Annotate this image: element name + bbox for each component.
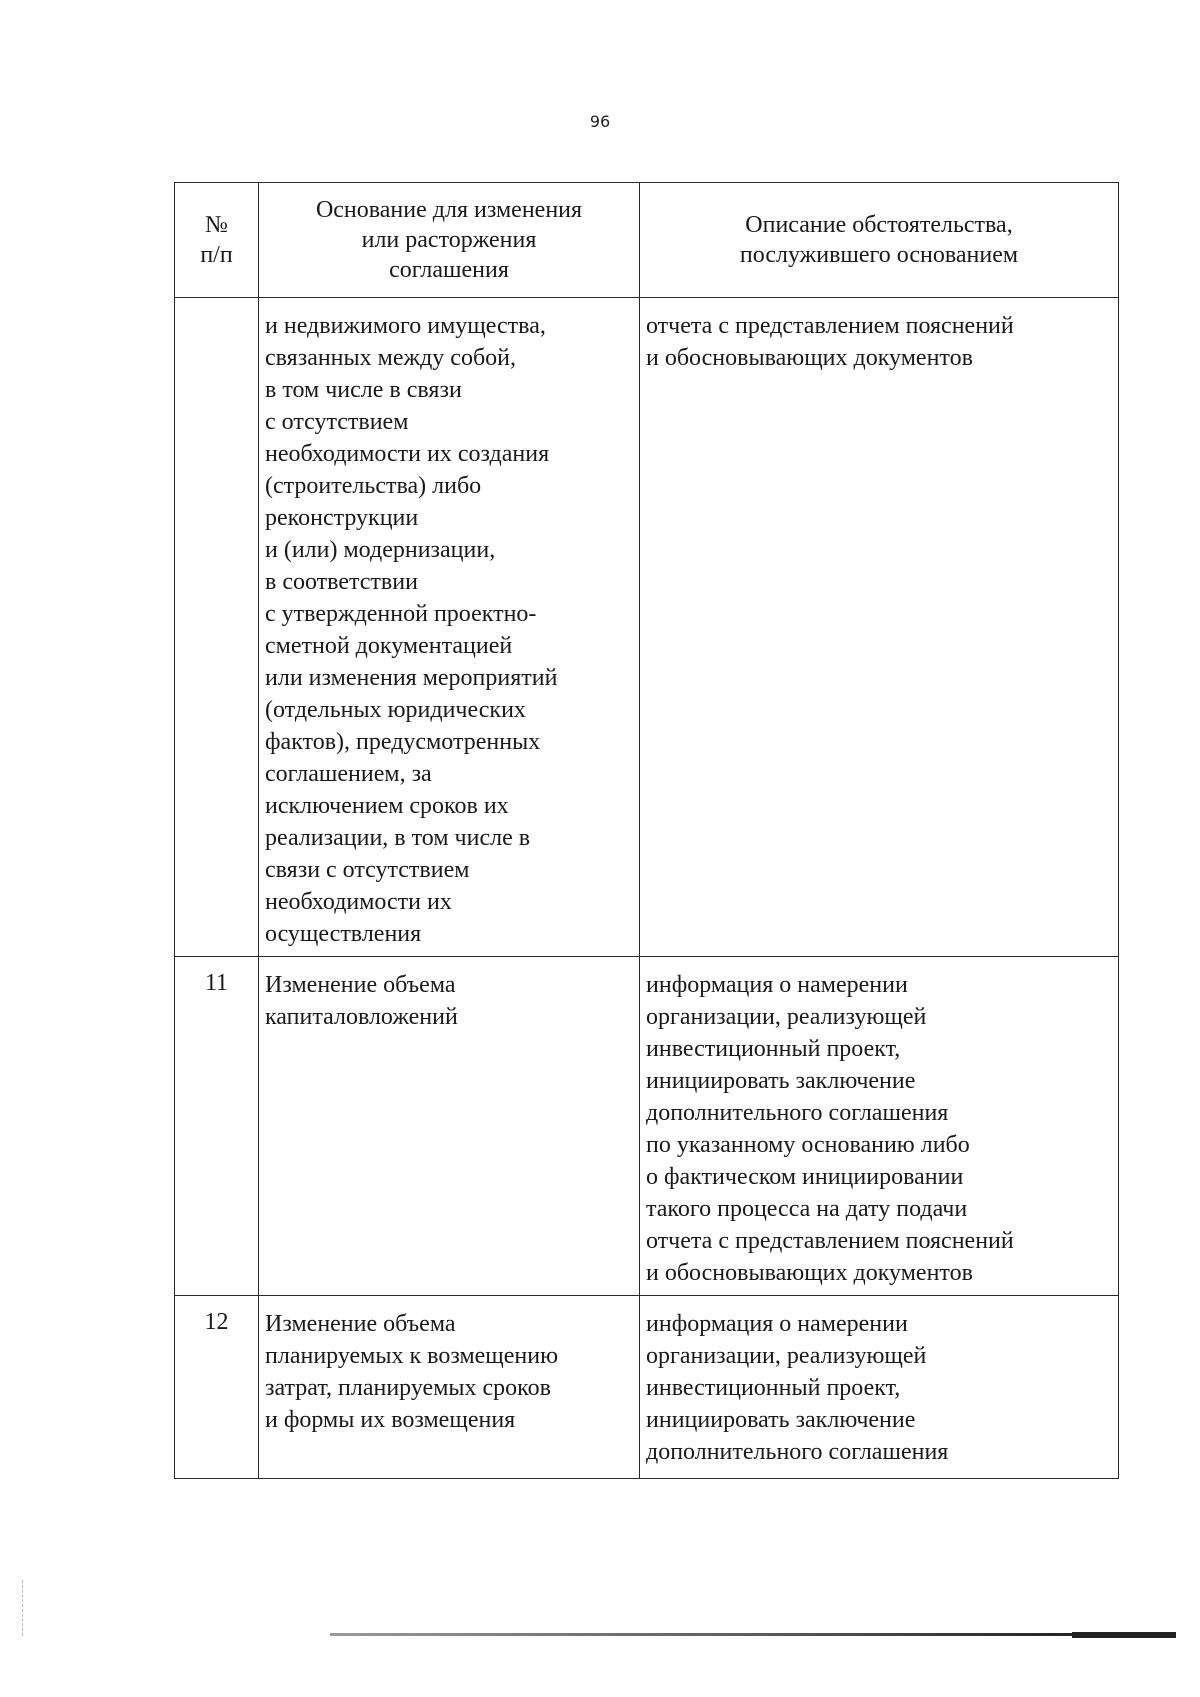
description-text: информация о намерении организации, реализующей инвестиционный проект, инициировать заключение дополнительного соглашения (646, 1311, 949, 1465)
scan-edge-line (330, 1633, 1176, 1636)
description-cell (640, 1296, 1119, 1479)
header-description-label: Описание обстоятельства, послужившего основанием (739, 212, 1019, 268)
row-number-cell (175, 1296, 259, 1479)
header-basis (259, 183, 640, 298)
basis-text: Изменение объема планируемых к возмещению затрат, планируемых сроков и формы их возмещения (265, 1311, 559, 1433)
row-number (175, 298, 258, 308)
table-row (175, 298, 1119, 957)
table-row (175, 1296, 1119, 1479)
header-basis-label: Основание для изменения или расторжения соглашения (315, 197, 583, 283)
agreement-changes-table (174, 182, 1119, 1479)
description-cell (640, 298, 1119, 957)
description-text: информация о намерении организации, реализующей инвестиционный проект, инициировать заключение дополнительного соглашения по указанному основанию либо о фактическом инициировании такого процесса на дату подачи отчета с представлением пояснений и обосновывающих документов (646, 972, 1014, 1286)
scan-edge-line-thick (1072, 1632, 1176, 1638)
table-row (175, 957, 1119, 1296)
basis-text: и недвижимого имущества, связанных между собой, в том числе в связи с отсутствием необходимости их создания (строительства) либо реконструкции и (или) модернизации, в соответствии с утвержденной проектно- сметной документацией или изменения мероприятий (отдельных юридических фактов), предусмотренных соглашением, за исключением сроков их реализации, в том числе в связи с отсутствием необходимости их осуществления (265, 313, 558, 947)
basis-cell (259, 298, 640, 957)
row-number: 11 (204, 970, 229, 996)
description-cell (640, 957, 1119, 1296)
header-description (640, 183, 1119, 298)
basis-cell (259, 1296, 640, 1479)
header-number (175, 183, 259, 298)
basis-cell (259, 957, 640, 1296)
header-number-label: № п/п (200, 212, 233, 268)
row-number-cell (175, 957, 259, 1296)
basis-text: Изменение объема капиталовложений (265, 972, 458, 1030)
description-text: отчета с представлением пояснений и обосновывающих документов (646, 313, 1014, 371)
page-number: 96 (589, 112, 611, 131)
table-header-row (175, 183, 1119, 298)
scan-margin-mark (22, 1580, 24, 1636)
row-number: 12 (204, 1309, 229, 1335)
row-number-cell (175, 298, 259, 957)
